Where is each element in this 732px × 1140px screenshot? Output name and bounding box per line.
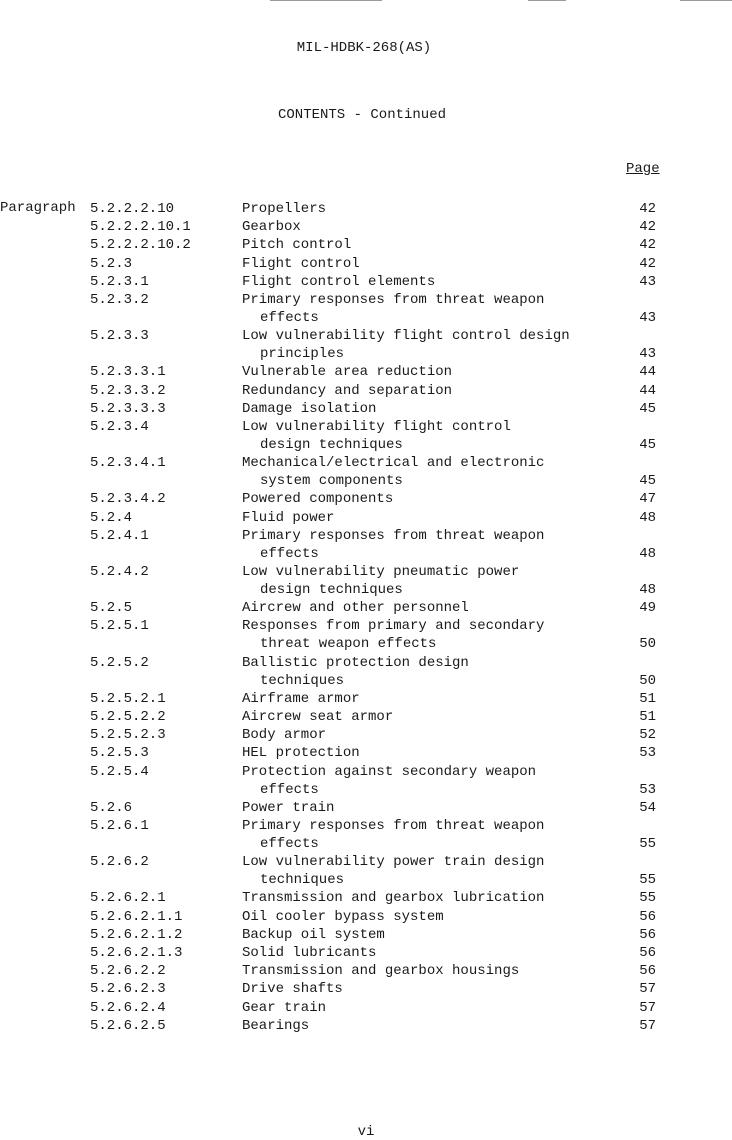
- title-line: Drive shafts: [242, 981, 343, 998]
- page-column-label: Page: [626, 161, 660, 177]
- paragraph-number: 5.2.3.3.3: [90, 400, 166, 417]
- title-line: Powered components: [242, 491, 394, 508]
- title-line: Redundancy and separation: [242, 382, 453, 399]
- page-number: 42: [639, 201, 656, 217]
- title-line: Low vulnerability flight control design: [242, 328, 570, 345]
- page-number: 44: [639, 364, 656, 381]
- page-number: 51: [639, 709, 656, 725]
- paragraph-number: 5.2.3.3.2: [90, 382, 166, 399]
- title-line: Gear train: [242, 999, 327, 1016]
- paragraph-number: 5.2.5.2.2: [90, 709, 166, 725]
- title-line: design techniques: [260, 582, 403, 598]
- section-title: [242, 817, 602, 853]
- page-number: 56: [639, 908, 656, 925]
- paragraph-number: 5.2.6.2.1: [90, 890, 166, 907]
- page-number: 53: [639, 745, 656, 762]
- paragraph-number: 5.2.3: [90, 255, 133, 272]
- section-title: [242, 654, 602, 690]
- paragraph-number: 5.2.5.4: [90, 763, 149, 780]
- page-number: 45: [639, 473, 656, 490]
- paragraph-number: 5.2.4.2: [90, 564, 149, 580]
- page-number: 56: [639, 926, 656, 943]
- section-title: [242, 200, 602, 218]
- section-title: [242, 563, 602, 599]
- title-line: Mechanical/electrical and electronic: [242, 455, 545, 472]
- section-title: [242, 763, 602, 799]
- section-title: [242, 744, 602, 762]
- section-title: [242, 527, 602, 563]
- section-title: [242, 799, 602, 817]
- page-number: 51: [639, 690, 656, 707]
- title-line: Low vulnerability flight control: [242, 419, 511, 435]
- title-line: Power train: [242, 799, 335, 816]
- section-title: [242, 980, 602, 998]
- page-number: 55: [639, 872, 656, 889]
- paragraph-number: 5.2.5.2: [90, 654, 149, 671]
- title-line: Responses from primary and secondary: [242, 618, 545, 635]
- paragraph-number: 5.2.5.3: [90, 745, 149, 762]
- scan-edge-line-left: [270, 0, 382, 1]
- page-number: 55: [639, 836, 656, 852]
- title-line: Low vulnerability pneumatic power: [242, 564, 520, 580]
- title-line: Damage isolation: [242, 400, 377, 417]
- title-line: Primary responses from threat weapon: [242, 292, 545, 308]
- title-line: Vulnerable area reduction: [242, 364, 453, 381]
- title-line: Pitch control: [242, 237, 352, 254]
- document-id: MIL-HDBK-268(AS): [296, 40, 432, 56]
- page-number: 48: [639, 545, 656, 562]
- page-number: 43: [639, 346, 656, 363]
- page-number: 56: [639, 963, 656, 980]
- page-number: 45: [639, 400, 656, 417]
- page-number: 47: [639, 491, 656, 508]
- footer-page-number: vi: [357, 1124, 375, 1140]
- title-line: techniques: [260, 672, 345, 689]
- paragraph-number: 5.2.5.1: [90, 618, 149, 635]
- paragraph-number: 5.2.3.3: [90, 328, 149, 345]
- section-title: [242, 255, 602, 273]
- section-title: [242, 726, 602, 744]
- title-line: Bearings: [242, 1017, 310, 1034]
- page-number: 42: [639, 219, 656, 236]
- title-line: Backup oil system: [242, 926, 385, 943]
- paragraph-number: 5.2.6.2.5: [90, 1017, 166, 1034]
- paragraph-number: 5.2.6.2.1.3: [90, 945, 183, 961]
- scan-edge-line-mid: [528, 0, 566, 1]
- section-title: [242, 708, 602, 726]
- title-line: Primary responses from threat weapon: [242, 527, 545, 544]
- page-number: 48: [639, 509, 656, 526]
- section-title: [242, 908, 602, 926]
- title-line: Flight control: [242, 255, 360, 272]
- section-title: [242, 690, 602, 708]
- section-title: [242, 382, 602, 400]
- section-title: [242, 273, 602, 291]
- paragraph-label: Paragraph: [0, 200, 76, 216]
- paragraph-number: 5.2.6.2.2: [90, 963, 166, 980]
- paragraph-number: 5.2.6.2.1.1: [90, 908, 183, 925]
- paragraph-number: 5.2.4: [90, 509, 133, 526]
- paragraph-number: 5.2.6.1: [90, 818, 149, 834]
- section-title: [242, 327, 602, 363]
- section-title: [242, 400, 602, 418]
- section-title: [242, 363, 602, 381]
- section-title: [242, 418, 602, 454]
- title-line: Transmission and gearbox lubrication: [242, 890, 545, 907]
- section-title: [242, 617, 602, 653]
- title-line: Flight control elements: [242, 273, 436, 290]
- paragraph-number: 5.2.5.2.3: [90, 727, 166, 744]
- page-number: 57: [639, 1017, 656, 1034]
- section-title: [242, 490, 602, 508]
- page-number: 57: [639, 999, 656, 1016]
- title-line: Primary responses from threat weapon: [242, 818, 545, 834]
- paragraph-number: 5.2.3.4: [90, 419, 149, 435]
- title-line: system components: [260, 473, 403, 490]
- page-number: 44: [639, 382, 656, 399]
- title-line: Propellers: [242, 201, 327, 217]
- title-line: Aircrew seat armor: [242, 709, 394, 725]
- page-number: 55: [639, 890, 656, 907]
- title-line: Oil cooler bypass system: [242, 908, 444, 925]
- paragraph-number: 5.2.5.2.1: [90, 690, 166, 707]
- section-title: [242, 218, 602, 236]
- title-line: threat weapon effects: [260, 636, 437, 653]
- title-line: Airframe armor: [242, 690, 360, 707]
- title-line: Low vulnerability power train design: [242, 854, 545, 871]
- paragraph-number: 5.2.6: [90, 799, 133, 816]
- title-line: Protection against secondary weapon: [242, 763, 537, 780]
- paragraph-number: 5.2.5: [90, 600, 133, 617]
- title-line: techniques: [260, 872, 345, 889]
- page-number: 43: [639, 310, 656, 326]
- page-number: 45: [639, 437, 656, 453]
- section-title: [242, 599, 602, 617]
- page-number: 48: [639, 582, 656, 598]
- page-number: 52: [639, 727, 656, 744]
- section-title: [242, 454, 602, 490]
- title-line: Gearbox: [242, 219, 301, 236]
- page-number: 50: [639, 636, 656, 653]
- paragraph-number: 5.2.3.2: [90, 292, 149, 308]
- paragraph-number: 5.2.3.1: [90, 273, 149, 290]
- title-line: Body armor: [242, 727, 327, 744]
- page-number: 53: [639, 781, 656, 798]
- paragraph-number: 5.2.4.1: [90, 527, 149, 544]
- page-number: 56: [639, 945, 656, 961]
- page-number: 42: [639, 237, 656, 254]
- section-title: [242, 999, 602, 1017]
- page-number: 50: [639, 672, 656, 689]
- scan-edge-line-right: [680, 0, 732, 1]
- section-title: [242, 889, 602, 907]
- paragraph-number: 5.2.3.4.2: [90, 491, 166, 508]
- section-title: [242, 926, 602, 944]
- title-line: Aircrew and other personnel: [242, 600, 469, 617]
- page-number: 42: [639, 255, 656, 272]
- paragraph-number: 5.2.6.2.4: [90, 999, 166, 1016]
- section-title: [242, 962, 602, 980]
- page-number: 43: [639, 273, 656, 290]
- title-line: Fluid power: [242, 509, 335, 526]
- title-line: Transmission and gearbox housings: [242, 963, 520, 980]
- section-title: [242, 509, 602, 527]
- section-title: [242, 1017, 602, 1035]
- section-title: [242, 291, 602, 327]
- title-line: design techniques: [260, 437, 403, 453]
- title-line: HEL protection: [242, 745, 360, 762]
- title-line: principles: [260, 346, 345, 363]
- paragraph-number: 5.2.2.2.10.2: [90, 237, 191, 254]
- title-line: Ballistic protection design: [242, 654, 469, 671]
- section-title: [242, 853, 602, 889]
- title-line: effects: [260, 310, 319, 326]
- paragraph-number: 5.2.2.2.10: [90, 201, 175, 217]
- paragraph-number: 5.2.6.2: [90, 854, 149, 871]
- page-number: 49: [639, 600, 656, 617]
- title-line: effects: [260, 836, 319, 852]
- paragraph-number: 5.2.3.3.1: [90, 364, 166, 381]
- title-line: Solid lubricants: [242, 945, 377, 961]
- title-line: effects: [260, 545, 319, 562]
- paragraph-number: 5.2.6.2.1.2: [90, 926, 183, 943]
- title-line: effects: [260, 781, 319, 798]
- section-title: [242, 236, 602, 254]
- page-number: 57: [639, 981, 656, 998]
- paragraph-number: 5.2.3.4.1: [90, 455, 166, 472]
- paragraph-number: 5.2.6.2.3: [90, 981, 166, 998]
- page-number: 54: [639, 799, 656, 816]
- section-title: [242, 944, 602, 962]
- paragraph-number: 5.2.2.2.10.1: [90, 219, 191, 236]
- contents-heading: CONTENTS - Continued: [277, 107, 447, 123]
